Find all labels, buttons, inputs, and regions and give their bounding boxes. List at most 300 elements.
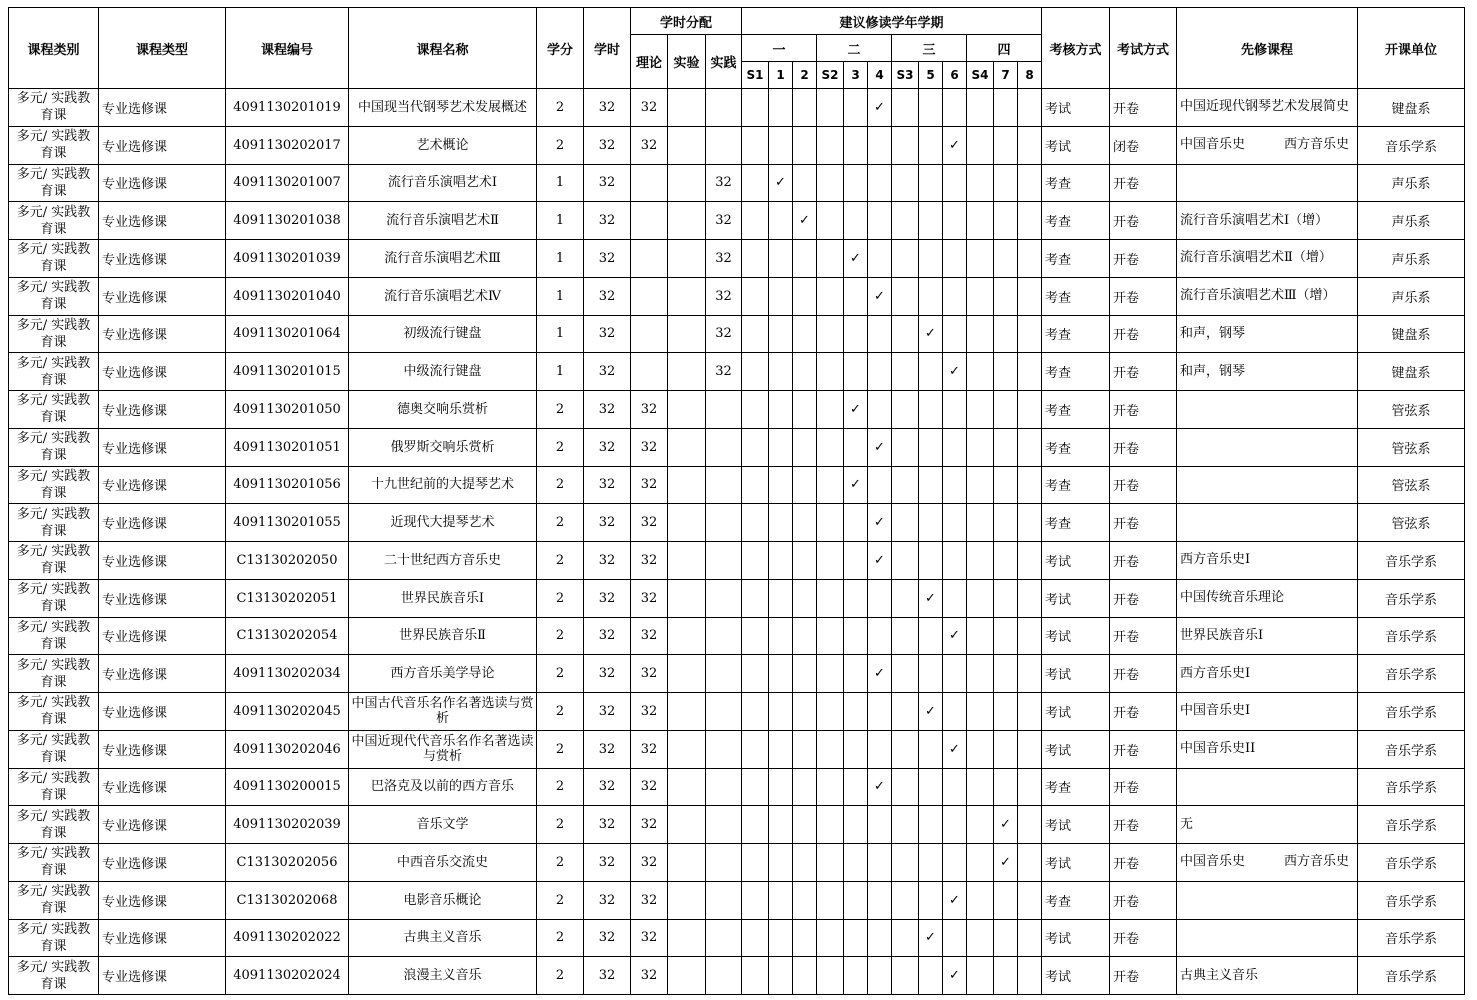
cell-type: 专业选修课 — [99, 428, 226, 466]
cell-category: 多元/ 实践教育课 — [9, 277, 99, 315]
cell-term-4 — [868, 315, 892, 353]
cell-code: 4091130200015 — [226, 768, 349, 806]
cell-term-8 — [1018, 768, 1042, 806]
cell-term-s4 — [967, 240, 994, 278]
cell-theory — [631, 277, 668, 315]
cell-practice — [706, 919, 742, 957]
cell-name: 电影音乐概论 — [349, 881, 537, 919]
cell-term-6 — [943, 693, 967, 731]
cell-credit: 1 — [537, 240, 584, 278]
cell-name: 中西音乐交流史 — [349, 844, 537, 882]
cell-term-5 — [919, 504, 943, 542]
table-row — [9, 768, 1465, 806]
cell-credit: 1 — [537, 315, 584, 353]
cell-term-s3 — [892, 277, 919, 315]
check-mark-icon: ✓ — [919, 579, 943, 617]
cell-term-8 — [1018, 844, 1042, 882]
cell-term-s1 — [742, 89, 769, 127]
cell-experiment — [668, 957, 706, 995]
cell-term-s1 — [742, 617, 769, 655]
cell-term-8 — [1018, 957, 1042, 995]
cell-term-s4 — [967, 806, 994, 844]
cell-category: 多元/ 实践教育课 — [9, 315, 99, 353]
cell-term-3 — [844, 579, 868, 617]
cell-term-1 — [769, 240, 793, 278]
cell-term-5 — [919, 466, 943, 504]
cell-theory: 32 — [631, 919, 668, 957]
cell-theory: 32 — [631, 655, 668, 693]
cell-term-s4 — [967, 693, 994, 731]
header-term-s3: S3 — [892, 62, 919, 89]
cell-term-s4 — [967, 504, 994, 542]
cell-code: 4091130201051 — [226, 428, 349, 466]
cell-category: 多元/ 实践教育课 — [9, 655, 99, 693]
cell-term-s2 — [817, 579, 844, 617]
cell-theory — [631, 240, 668, 278]
cell-dept: 音乐学系 — [1358, 806, 1465, 844]
cell-term-6 — [943, 542, 967, 580]
cell-term-7 — [994, 693, 1018, 731]
table-row — [9, 315, 1465, 353]
cell-term-s3 — [892, 391, 919, 429]
cell-term-s4 — [967, 202, 994, 240]
cell-term-s4 — [967, 617, 994, 655]
cell-term-6 — [943, 277, 967, 315]
cell-prereq: 世界民族音乐Ⅰ — [1177, 617, 1358, 655]
cell-term-s2 — [817, 164, 844, 202]
header-term-8: 8 — [1018, 62, 1042, 89]
table-row — [9, 164, 1465, 202]
cell-credit: 1 — [537, 202, 584, 240]
cell-category: 多元/ 实践教育课 — [9, 428, 99, 466]
cell-prereq: 中国音乐史I — [1177, 693, 1358, 731]
table-row — [9, 277, 1465, 315]
cell-term-s3 — [892, 693, 919, 731]
cell-category: 多元/ 实践教育课 — [9, 202, 99, 240]
cell-name: 流行音乐演唱艺术Ⅱ — [349, 202, 537, 240]
cell-term-7 — [994, 89, 1018, 127]
cell-experiment — [668, 428, 706, 466]
cell-prereq: 西方音乐史Ⅰ — [1177, 655, 1358, 693]
cell-dept: 音乐学系 — [1358, 693, 1465, 731]
cell-term-7 — [994, 655, 1018, 693]
cell-hours: 32 — [584, 768, 631, 806]
check-mark-icon: ✓ — [919, 693, 943, 731]
cell-category: 多元/ 实践教育课 — [9, 579, 99, 617]
cell-term-1 — [769, 466, 793, 504]
cell-exam: 开卷 — [1110, 579, 1177, 617]
cell-theory: 32 — [631, 542, 668, 580]
header-year-1: 一 — [742, 35, 817, 62]
cell-practice — [706, 655, 742, 693]
cell-term-s3 — [892, 126, 919, 164]
cell-term-5 — [919, 202, 943, 240]
cell-dept: 音乐学系 — [1358, 844, 1465, 882]
cell-exam: 开卷 — [1110, 202, 1177, 240]
cell-term-4 — [868, 579, 892, 617]
cell-type: 专业选修课 — [99, 768, 226, 806]
cell-category: 多元/ 实践教育课 — [9, 466, 99, 504]
cell-term-5 — [919, 730, 943, 768]
cell-term-8 — [1018, 693, 1042, 731]
table-row — [9, 881, 1465, 919]
cell-term-s3 — [892, 542, 919, 580]
cell-prereq: 中国传统音乐理论 — [1177, 579, 1358, 617]
check-mark-icon: ✓ — [844, 391, 868, 429]
header-experiment: 实验 — [668, 35, 706, 89]
check-mark-icon: ✓ — [943, 353, 967, 391]
cell-term-6 — [943, 202, 967, 240]
cell-term-s1 — [742, 277, 769, 315]
cell-assess: 考试 — [1042, 126, 1110, 164]
cell-term-s3 — [892, 466, 919, 504]
cell-hours: 32 — [584, 579, 631, 617]
cell-dept: 键盘系 — [1358, 315, 1465, 353]
cell-name: 音乐文学 — [349, 806, 537, 844]
cell-prereq: 和声，钢琴 — [1177, 315, 1358, 353]
cell-hours: 32 — [584, 428, 631, 466]
cell-term-s3 — [892, 844, 919, 882]
header-dept: 开课单位 — [1358, 8, 1465, 89]
cell-term-8 — [1018, 504, 1042, 542]
cell-experiment — [668, 919, 706, 957]
table-row — [9, 391, 1465, 429]
cell-practice — [706, 957, 742, 995]
cell-term-s4 — [967, 164, 994, 202]
cell-name: 俄罗斯交响乐赏析 — [349, 428, 537, 466]
cell-term-s4 — [967, 730, 994, 768]
cell-term-3 — [844, 164, 868, 202]
cell-term-7 — [994, 957, 1018, 995]
cell-term-s2 — [817, 315, 844, 353]
cell-term-s2 — [817, 277, 844, 315]
cell-term-4 — [868, 391, 892, 429]
cell-exam: 开卷 — [1110, 353, 1177, 391]
cell-term-5 — [919, 391, 943, 429]
cell-prereq — [1177, 768, 1358, 806]
cell-assess: 考试 — [1042, 655, 1110, 693]
header-hours-distribution: 学时分配 — [631, 8, 742, 35]
cell-practice — [706, 428, 742, 466]
cell-term-s3 — [892, 768, 919, 806]
cell-term-1 — [769, 428, 793, 466]
cell-term-1 — [769, 579, 793, 617]
cell-code: C13130202051 — [226, 579, 349, 617]
table-row — [9, 126, 1465, 164]
cell-theory: 32 — [631, 957, 668, 995]
cell-category: 多元/ 实践教育课 — [9, 693, 99, 731]
table-row — [9, 504, 1465, 542]
cell-term-8 — [1018, 655, 1042, 693]
cell-name: 中国现当代钢琴艺术发展概述 — [349, 89, 537, 127]
check-mark-icon: ✓ — [868, 768, 892, 806]
cell-experiment — [668, 617, 706, 655]
cell-experiment — [668, 353, 706, 391]
cell-theory: 32 — [631, 693, 668, 731]
cell-assess: 考试 — [1042, 730, 1110, 768]
cell-term-7 — [994, 919, 1018, 957]
cell-term-1 — [769, 202, 793, 240]
cell-term-1 — [769, 617, 793, 655]
cell-exam: 开卷 — [1110, 240, 1177, 278]
cell-experiment — [668, 240, 706, 278]
cell-term-s1 — [742, 428, 769, 466]
cell-practice — [706, 504, 742, 542]
cell-term-6 — [943, 579, 967, 617]
cell-term-s2 — [817, 89, 844, 127]
cell-assess: 考查 — [1042, 353, 1110, 391]
cell-prereq: 流行音乐演唱艺术Ⅰ（增） — [1177, 202, 1358, 240]
cell-term-s1 — [742, 315, 769, 353]
cell-term-4 — [868, 202, 892, 240]
cell-term-1 — [769, 89, 793, 127]
cell-term-1 — [769, 806, 793, 844]
cell-exam: 开卷 — [1110, 957, 1177, 995]
cell-term-3 — [844, 126, 868, 164]
cell-dept: 声乐系 — [1358, 202, 1465, 240]
cell-dept: 管弦系 — [1358, 466, 1465, 504]
cell-name: 流行音乐演唱艺术Ⅰ — [349, 164, 537, 202]
cell-practice — [706, 881, 742, 919]
cell-dept: 音乐学系 — [1358, 881, 1465, 919]
cell-term-3 — [844, 806, 868, 844]
cell-term-s1 — [742, 391, 769, 429]
cell-term-8 — [1018, 391, 1042, 429]
cell-term-8 — [1018, 353, 1042, 391]
cell-term-2 — [793, 391, 817, 429]
cell-prereq: 流行音乐演唱艺术Ⅱ（增） — [1177, 240, 1358, 278]
header-term-3: 3 — [844, 62, 868, 89]
cell-assess: 考查 — [1042, 504, 1110, 542]
cell-category: 多元/ 实践教育课 — [9, 844, 99, 882]
cell-term-1 — [769, 655, 793, 693]
cell-credit: 2 — [537, 655, 584, 693]
cell-prereq: 中国音乐史 西方音乐史 — [1177, 126, 1358, 164]
cell-hours: 32 — [584, 957, 631, 995]
cell-code: 4091130202046 — [226, 730, 349, 768]
cell-term-s3 — [892, 730, 919, 768]
cell-code: 4091130201064 — [226, 315, 349, 353]
cell-exam: 开卷 — [1110, 428, 1177, 466]
cell-experiment — [668, 730, 706, 768]
cell-assess: 考试 — [1042, 617, 1110, 655]
cell-name: 流行音乐演唱艺术Ⅳ — [349, 277, 537, 315]
cell-term-s3 — [892, 240, 919, 278]
cell-hours: 32 — [584, 240, 631, 278]
cell-exam: 开卷 — [1110, 693, 1177, 731]
cell-type: 专业选修课 — [99, 391, 226, 429]
cell-practice — [706, 806, 742, 844]
cell-theory: 32 — [631, 768, 668, 806]
cell-practice: 32 — [706, 202, 742, 240]
cell-term-5 — [919, 89, 943, 127]
cell-exam: 开卷 — [1110, 315, 1177, 353]
cell-type: 专业选修课 — [99, 504, 226, 542]
cell-term-5 — [919, 881, 943, 919]
cell-term-s3 — [892, 504, 919, 542]
cell-assess: 考查 — [1042, 768, 1110, 806]
header-term-4: 4 — [868, 62, 892, 89]
cell-theory: 32 — [631, 126, 668, 164]
cell-term-s4 — [967, 844, 994, 882]
cell-term-3 — [844, 428, 868, 466]
cell-term-s1 — [742, 806, 769, 844]
cell-dept: 声乐系 — [1358, 240, 1465, 278]
cell-hours: 32 — [584, 730, 631, 768]
cell-theory: 32 — [631, 428, 668, 466]
cell-term-1 — [769, 353, 793, 391]
cell-term-8 — [1018, 919, 1042, 957]
cell-term-7 — [994, 428, 1018, 466]
cell-name: 浪漫主义音乐 — [349, 957, 537, 995]
check-mark-icon: ✓ — [919, 315, 943, 353]
header-year-4: 四 — [967, 35, 1042, 62]
cell-theory: 32 — [631, 89, 668, 127]
cell-term-3 — [844, 957, 868, 995]
cell-name: 流行音乐演唱艺术Ⅲ — [349, 240, 537, 278]
cell-hours: 32 — [584, 164, 631, 202]
cell-term-s2 — [817, 655, 844, 693]
header-theory: 理论 — [631, 35, 668, 89]
header-term-s1: S1 — [742, 62, 769, 89]
cell-credit: 2 — [537, 730, 584, 768]
cell-name: 近现代大提琴艺术 — [349, 504, 537, 542]
cell-theory: 32 — [631, 579, 668, 617]
cell-credit: 2 — [537, 542, 584, 580]
cell-dept: 管弦系 — [1358, 504, 1465, 542]
cell-exam: 开卷 — [1110, 391, 1177, 429]
check-mark-icon: ✓ — [868, 89, 892, 127]
cell-term-s4 — [967, 353, 994, 391]
cell-category: 多元/ 实践教育课 — [9, 240, 99, 278]
cell-term-s2 — [817, 844, 844, 882]
cell-term-5 — [919, 353, 943, 391]
cell-term-6 — [943, 391, 967, 429]
cell-exam: 开卷 — [1110, 844, 1177, 882]
header-name: 课程名称 — [349, 8, 537, 89]
cell-term-2 — [793, 89, 817, 127]
check-mark-icon: ✓ — [844, 240, 868, 278]
cell-code: 4091130201040 — [226, 277, 349, 315]
cell-term-s1 — [742, 844, 769, 882]
cell-term-6 — [943, 768, 967, 806]
check-mark-icon: ✓ — [868, 542, 892, 580]
cell-term-3 — [844, 881, 868, 919]
cell-experiment — [668, 504, 706, 542]
cell-term-6 — [943, 428, 967, 466]
cell-term-s1 — [742, 655, 769, 693]
cell-theory: 32 — [631, 806, 668, 844]
cell-type: 专业选修课 — [99, 957, 226, 995]
cell-practice: 32 — [706, 277, 742, 315]
cell-exam: 开卷 — [1110, 617, 1177, 655]
cell-term-8 — [1018, 806, 1042, 844]
check-mark-icon: ✓ — [868, 277, 892, 315]
cell-type: 专业选修课 — [99, 806, 226, 844]
cell-term-2 — [793, 504, 817, 542]
cell-type: 专业选修课 — [99, 730, 226, 768]
cell-credit: 1 — [537, 277, 584, 315]
cell-credit: 2 — [537, 617, 584, 655]
cell-type: 专业选修课 — [99, 919, 226, 957]
cell-prereq — [1177, 428, 1358, 466]
cell-credit: 2 — [537, 693, 584, 731]
table-row — [9, 579, 1465, 617]
cell-type: 专业选修课 — [99, 353, 226, 391]
check-mark-icon: ✓ — [868, 504, 892, 542]
cell-prereq: 古典主义音乐 — [1177, 957, 1358, 995]
table-row — [9, 89, 1465, 127]
cell-credit: 2 — [537, 881, 584, 919]
cell-exam: 开卷 — [1110, 655, 1177, 693]
cell-experiment — [668, 89, 706, 127]
cell-exam: 开卷 — [1110, 806, 1177, 844]
cell-term-6 — [943, 466, 967, 504]
cell-term-6 — [943, 655, 967, 693]
cell-hours: 32 — [584, 844, 631, 882]
cell-code: 4091130201015 — [226, 353, 349, 391]
cell-theory: 32 — [631, 391, 668, 429]
cell-term-3 — [844, 693, 868, 731]
cell-term-8 — [1018, 240, 1042, 278]
cell-type: 专业选修课 — [99, 693, 226, 731]
cell-term-1 — [769, 315, 793, 353]
cell-term-8 — [1018, 126, 1042, 164]
cell-term-6 — [943, 89, 967, 127]
cell-practice — [706, 579, 742, 617]
cell-dept: 音乐学系 — [1358, 919, 1465, 957]
cell-code: 4091130201055 — [226, 504, 349, 542]
cell-credit: 1 — [537, 353, 584, 391]
cell-category: 多元/ 实践教育课 — [9, 806, 99, 844]
cell-term-s2 — [817, 693, 844, 731]
cell-term-s4 — [967, 126, 994, 164]
cell-code: 4091130201007 — [226, 164, 349, 202]
cell-term-2 — [793, 768, 817, 806]
cell-credit: 2 — [537, 844, 584, 882]
cell-prereq: 中国音乐史 西方音乐史 — [1177, 844, 1358, 882]
header-year-2: 二 — [817, 35, 892, 62]
cell-term-s3 — [892, 428, 919, 466]
cell-experiment — [668, 655, 706, 693]
cell-term-5 — [919, 240, 943, 278]
cell-assess: 考试 — [1042, 89, 1110, 127]
cell-term-8 — [1018, 277, 1042, 315]
cell-term-s2 — [817, 542, 844, 580]
cell-term-s1 — [742, 542, 769, 580]
cell-name: 世界民族音乐Ⅰ — [349, 579, 537, 617]
cell-dept: 音乐学系 — [1358, 730, 1465, 768]
cell-term-2 — [793, 277, 817, 315]
cell-term-3 — [844, 202, 868, 240]
cell-category: 多元/ 实践教育课 — [9, 768, 99, 806]
cell-credit: 2 — [537, 391, 584, 429]
cell-term-s2 — [817, 240, 844, 278]
cell-dept: 声乐系 — [1358, 164, 1465, 202]
cell-term-2 — [793, 655, 817, 693]
cell-code: 4091130202024 — [226, 957, 349, 995]
cell-assess: 考试 — [1042, 806, 1110, 844]
cell-term-s2 — [817, 428, 844, 466]
header-semester-group: 建议修读学年学期 — [742, 8, 1042, 35]
cell-name: 巴洛克及以前的西方音乐 — [349, 768, 537, 806]
cell-dept: 管弦系 — [1358, 428, 1465, 466]
cell-term-1 — [769, 391, 793, 429]
cell-term-8 — [1018, 617, 1042, 655]
cell-assess: 考查 — [1042, 164, 1110, 202]
cell-term-s3 — [892, 957, 919, 995]
header-term-6: 6 — [943, 62, 967, 89]
